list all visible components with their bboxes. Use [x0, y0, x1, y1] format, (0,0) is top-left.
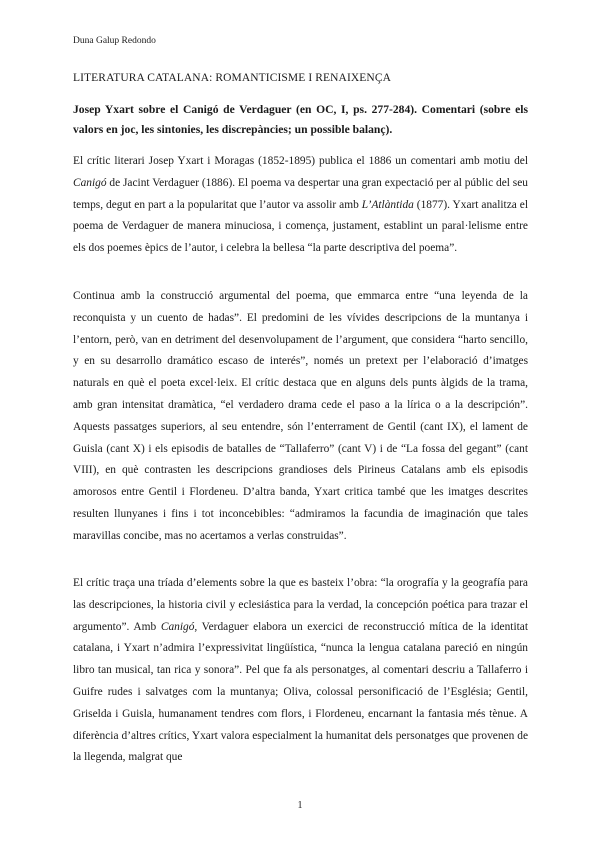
paragraph-3-title-canigo: Canigó	[160, 620, 195, 633]
paragraph-2: Continua amb la construcció argumental del poema, que emmarca entre “una leyenda de la reconquista y un cuento de hadas”. El predomini de les vívides descripcions de la muntanya i l’entorn, però, van en detriment del desenvolupament de l’argument, que considera “harto sencillo, y en su desarrollo dramático escaso de interés”, només un pretext per l’elaboració d’imatges naturals en què el poeta excel·leix. El crític destaca que en alguns dels punts àlgids de la trama, amb gran intensitat dramàtica, “el verdadero drama cede el paso a la lírica o a la descripción”. Aquests passatges superiors, al seu entendre, són l’enterrament de Gentil (cant IX), el lament de Guisla (cant X) i els episodis de batalles de “Tallaferro” (cant V) i de “La fossa del gegant” (cant VIII), en què contrasten les descripcions grandioses dels Pirineus Catalans amb els episodis amorosos entre Gentil i Flordeneu. D’altra banda, Yxart critica també que les imatges descrites resulten llunyanes i fins i tot inconcebibles: “admiramos la facundia de imaginación que tales maravillas concibe, mas no acertamos a verlas construidas”.	[73, 290, 528, 542]
paragraph-3-text-c: , Verdaguer elabora un exercici de reconstrucció mítica de la identitat catalana, i Yxart n’admira l’expressivitat lingüística, “nunca la lengua catalana pareció en ningún libro tan musical, tan rica y sonora”. Pel que fa als personatges, al comentari descriu a Tallaferro i Guifre rudes i salvatges com la muntanya; Oliva, colossal personificació de l’Església; Gentil, Griselda i Guisla, humanament tendres com flors, i Flordeneu, encarnant la fantasia més tènue. A diferència d’altres crítics, Yxart valora especialment la humanitat dels personatges que provenen de la llegenda, malgrat que	[73, 620, 529, 764]
page-number: 1	[297, 800, 303, 811]
paragraph-3	[73, 573, 528, 769]
paragraph-1-text-e: (1877). Yxart analitza el poema de Verdaguer de manera minuciosa, i comença, justament, establint un paral·lelisme entre els dos poemes èpics de l’autor, i celebra la bellesa “la parte descriptiva del poema”.	[73, 198, 528, 255]
paragraph-1-title-canigo: Canigó	[73, 176, 107, 189]
paragraph-1-text-a: El crític literari Josep Yxart i Moragas (1852-1895) publica el 1886 un comentari amb motiu del	[73, 155, 528, 167]
paragraph-1	[73, 151, 528, 260]
document-subtitle: Josep Yxart sobre el Canigó de Verdaguer (en OC, I, ps. 277-284). Comentari (sobre els valors en joc, les sintonies, les discrepàncies; un possible balanç).	[73, 103, 528, 136]
paragraph-1-text-c: de Jacint Verdaguer (1886). El poema va despertar una gran expectació per al públic del seu temps, degut en part a la popularitat que l’autor va assolir amb	[73, 176, 528, 211]
page-header-author: Duna Galup Redondo	[73, 36, 156, 46]
paragraph-3-text-a: El crític traça una tríada d’elements sobre la que es basteix l’obra: “la orografía y la geografía para las descripciones, la historia civil y eclesiástica para la verdad, la concepción poética para trazar el argumento”. Amb	[73, 577, 528, 633]
paragraph-1-title-atlantida: L’Atlàntida	[361, 198, 414, 211]
section-title: LITERATURA CATALANA: ROMANTICISME I RENAIXENÇA	[73, 72, 392, 84]
